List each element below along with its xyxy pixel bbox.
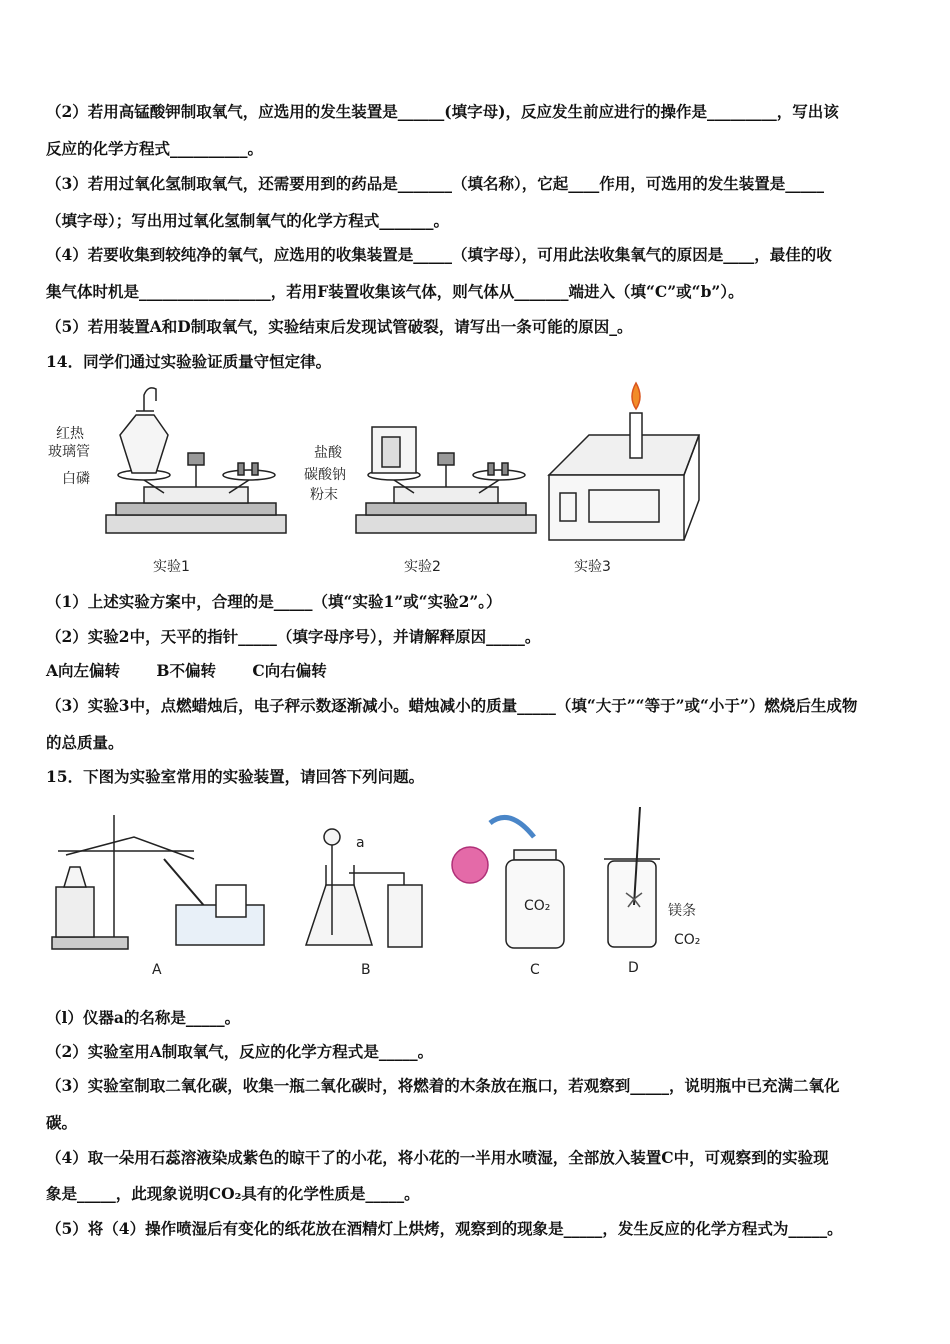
- caption-c: C: [530, 962, 540, 978]
- figure-q15: [44, 795, 724, 965]
- apparatus-c: [452, 817, 564, 948]
- caption-b: B: [361, 962, 371, 978]
- label-sodium-carbonate: 碳酸钠: [304, 467, 346, 483]
- q15-1-line: （l）仪器a的名称是_____。: [46, 1008, 241, 1027]
- q15-2-line: （2）实验室用A制取氧气，反应的化学方程式是_____。: [46, 1042, 434, 1061]
- balance-experiment-2: [356, 427, 536, 533]
- q13-4-line1: （4）若要收集到较纯净的氧气，应选用的收集装置是_____（填字母），可用此法收集氧气的原因是____，最佳的收: [46, 245, 832, 264]
- q15-3-line2: 碳。: [46, 1113, 78, 1132]
- q14-2-line: （2）实验2中，天平的指针_____（填字母序号），并请解释原因_____。: [46, 627, 541, 646]
- label-glass-tube: 玻璃管: [48, 444, 90, 460]
- q14-title: 14．同学们通过实验验证质量守恒定律。: [46, 352, 332, 371]
- q13-5-line: （5）若用装置A和D制取氧气，实验结束后发现试管破裂，请写出一条可能的原因_。: [46, 317, 633, 336]
- caption-experiment-2: 实验2: [404, 559, 441, 575]
- label-magnesium-strip: 镁条: [668, 903, 696, 919]
- q15-5-line: （5）将（4）操作喷湿后有变化的纸花放在酒精灯上烘烤，观察到的现象是_____，发生反应的化学方程式为_____。: [46, 1219, 843, 1238]
- q14-2-options: A向左偏转 B不偏转 C向右偏转: [46, 661, 327, 680]
- q14-3-line1: （3）实验3中，点燃蜡烛后，电子秤示数逐渐减小。蜡烛减小的质量_____（填“大于”“等于”或“小于”）燃烧后生成物: [46, 696, 858, 715]
- label-co2-bottle-d: CO₂: [674, 932, 701, 948]
- label-white-phosphorus: 白磷: [62, 471, 90, 487]
- caption-experiment-1: 实验1: [153, 559, 190, 575]
- label-instrument-a: a: [356, 835, 365, 851]
- apparatus-a: [52, 815, 264, 949]
- q15-3-line1: （3）实验室制取二氧化碳，收集一瓶二氧化碳时，将燃着的木条放在瓶口，若观察到_____，说明瓶中已充满二氧化: [46, 1076, 840, 1095]
- q14-3-line2: 的总质量。: [46, 733, 124, 752]
- q15-4-line2: 象是_____，此现象说明CO₂具有的化学性质是_____。: [46, 1184, 420, 1203]
- caption-experiment-3: 实验3: [574, 559, 611, 575]
- apparatus-d: [604, 807, 660, 947]
- q13-2-line2: 反应的化学方程式__________。: [46, 139, 264, 158]
- label-co2-bottle-c: CO₂: [524, 898, 551, 914]
- label-powder: 粉末: [310, 487, 338, 503]
- q13-3-line1: （3）若用过氧化氢制取氧气，还需要用到的药品是_______（填名称），它起____作用，可选用的发生装置是_____: [46, 174, 825, 193]
- balance-experiment-1: [106, 388, 286, 533]
- q13-4-line2: 集气体时机是_________________，若用F装置收集该气体，则气体从_______端进入（填“C”或“b”）。: [46, 282, 744, 301]
- q13-3-line2: （填字母）；写出用过氧化氢制氧气的化学方程式_______。: [46, 211, 450, 230]
- caption-d: D: [628, 960, 639, 976]
- caption-a: A: [152, 962, 162, 978]
- electronic-scale-experiment-3: [549, 383, 699, 540]
- q14-1-line: （1）上述实验方案中，合理的是_____（填“实验1”或“实验2”。）: [46, 592, 502, 611]
- label-red-hot: 红热: [56, 426, 84, 442]
- q15-title: 15．下图为实验室常用的实验装置，请回答下列问题。: [46, 767, 425, 786]
- q15-4-line1: （4）取一朵用石蕊溶液染成紫色的晾干了的小花，将小花的一半用水喷湿，全部放入装置C中，可观察到的实验现: [46, 1148, 829, 1167]
- figure-q14: [44, 375, 714, 585]
- label-hydrochloric-acid: 盐酸: [314, 445, 342, 461]
- q13-2-line1: （2）若用高锰酸钾制取氧气，应选用的发生装置是______(填字母)，反应发生前应进行的操作是_________，写出该: [46, 102, 839, 121]
